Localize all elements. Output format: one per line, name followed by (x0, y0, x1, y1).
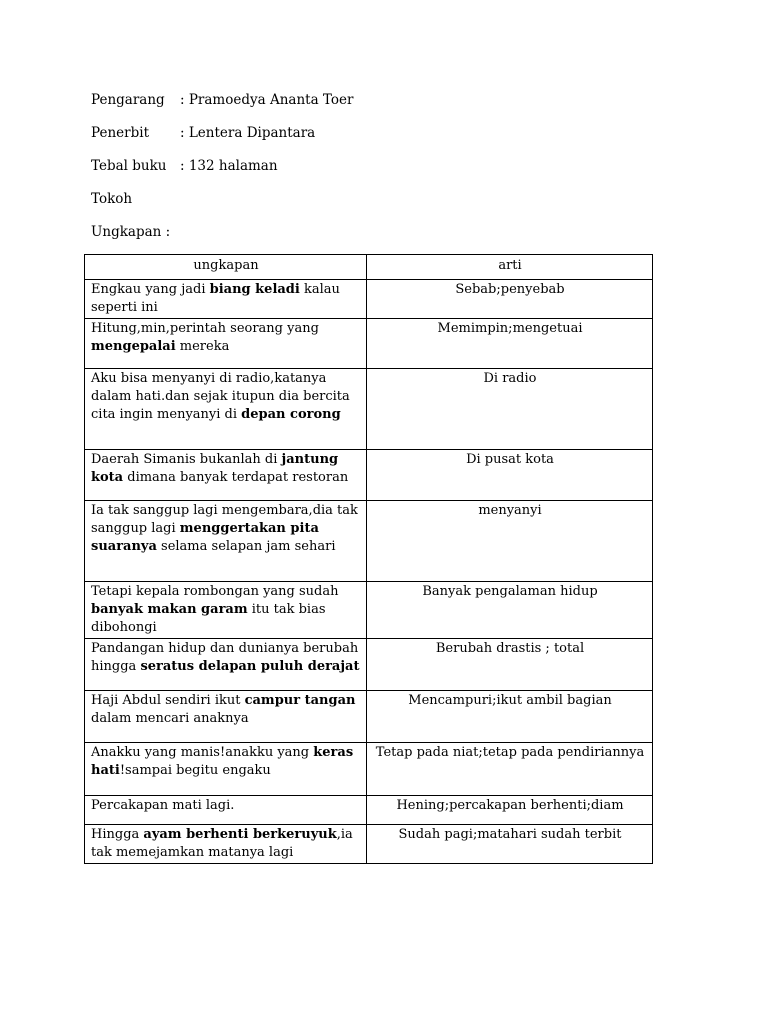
ungkapan-cell (85, 691, 367, 743)
ungkapan-text: Tetapi kepala rombongan yang sudah (91, 584, 339, 599)
table-row (85, 639, 653, 691)
meta-tokoh (91, 190, 132, 208)
table-row (85, 501, 653, 582)
table-row (85, 369, 653, 450)
meta-label: Pengarang (91, 92, 165, 108)
ungkapan-text: selama selapan jam sehari (156, 539, 336, 554)
arti-cell: Di pusat kota (367, 450, 653, 501)
table-row (85, 280, 653, 319)
table-row (85, 450, 653, 501)
ungkapan-text: Anakku yang manis!anakku yang (91, 745, 314, 760)
ungkapan-text: Aku bisa menyanyi di radio,katanya dalam hati.dan sejak itupun dia bercita cita ingin menyanyi di (91, 371, 350, 422)
ungkapan-text: itu tak bias dibohongi (91, 602, 326, 635)
ungkapan-highlight: jantung kota (91, 452, 339, 485)
ungkapan-text: mereka (175, 339, 230, 354)
ungkapan-text: Pandangan hidup dan dunianya berubah hingga (91, 641, 359, 674)
arti-cell: Tetap pada niat;tetap pada pendiriannya (367, 743, 653, 796)
ungkapan-text: dalam mencari anaknya (91, 711, 249, 726)
ungkapan-text: Daerah Simanis bukanlah di (91, 452, 282, 467)
ungkapan-highlight: menggertakan pita suaranya (91, 521, 319, 554)
ungkapan-text: Haji Abdul sendiri ikut (91, 693, 245, 708)
ungkapan-cell (85, 825, 367, 864)
ungkapan-highlight: campur tangan (244, 693, 356, 708)
header-ungkapan: ungkapan (85, 255, 367, 280)
meta-tebal-buku (91, 157, 278, 175)
arti-cell: menyanyi (367, 501, 653, 582)
table-row (85, 743, 653, 796)
meta-penerbit (91, 124, 315, 142)
arti-cell: Berubah drastis ; total (367, 639, 653, 691)
ungkapan-cell (85, 639, 367, 691)
meta-pengarang (91, 91, 353, 109)
ungkapan-cell (85, 369, 367, 450)
ungkapan-highlight: banyak makan garam (91, 602, 248, 617)
ungkapan-highlight: biang keladi (209, 282, 300, 297)
meta-label: Ungkapan : (91, 224, 171, 240)
table-row (85, 691, 653, 743)
ungkapan-highlight: mengepalai (91, 339, 176, 354)
ungkapan-table (84, 254, 653, 864)
arti-cell: Hening;percakapan berhenti;diam (367, 796, 653, 825)
meta-label: Tokoh (91, 191, 133, 207)
ungkapan-text: Hingga (91, 827, 144, 842)
meta-value: : Pramoedya Ananta Toer (180, 92, 354, 108)
ungkapan-text: !sampai begitu engaku (119, 763, 271, 778)
table-row (85, 796, 653, 825)
ungkapan-highlight: seratus delapan puluh derajat (140, 659, 360, 674)
ungkapan-text: Percakapan mati lagi. (91, 798, 235, 813)
ungkapan-highlight: depan corong (241, 407, 341, 422)
meta-ungkapan (91, 223, 170, 241)
ungkapan-cell (85, 450, 367, 501)
arti-cell: Memimpin;mengetuai (367, 319, 653, 369)
arti-cell: Banyak pengalaman hidup (367, 582, 653, 639)
ungkapan-text: ,ia tak memejamkan matanya lagi (91, 827, 353, 860)
arti-cell: Di radio (367, 369, 653, 450)
ungkapan-cell (85, 280, 367, 319)
meta-label: Tebal buku (91, 158, 167, 174)
table-row (85, 582, 653, 639)
ungkapan-text: Ia tak sanggup lagi mengembara,dia tak sanggup lagi (91, 503, 358, 536)
arti-cell: Mencampuri;ikut ambil bagian (367, 691, 653, 743)
ungkapan-cell (85, 796, 367, 825)
table-header-row (85, 255, 653, 280)
ungkapan-cell (85, 743, 367, 796)
arti-cell: Sudah pagi;matahari sudah terbit (367, 825, 653, 864)
meta-value: : 132 halaman (180, 158, 278, 174)
meta-label: Penerbit (91, 125, 149, 141)
meta-value: : Lentera Dipantara (180, 125, 316, 141)
ungkapan-cell (85, 582, 367, 639)
table-row (85, 825, 653, 864)
ungkapan-cell (85, 501, 367, 582)
ungkapan-text: Hitung,min,perintah seorang yang (91, 321, 319, 336)
table-row (85, 319, 653, 369)
ungkapan-highlight: keras hati (91, 745, 354, 778)
ungkapan-highlight: ayam berhenti berkeruyuk (143, 827, 337, 842)
ungkapan-text: kalau seperti ini (91, 282, 340, 315)
header-arti: arti (367, 255, 653, 280)
ungkapan-cell (85, 319, 367, 369)
ungkapan-text: dimana banyak terdapat restoran (123, 470, 349, 485)
arti-cell: Sebab;penyebab (367, 280, 653, 319)
ungkapan-text: Engkau yang jadi (91, 282, 210, 297)
